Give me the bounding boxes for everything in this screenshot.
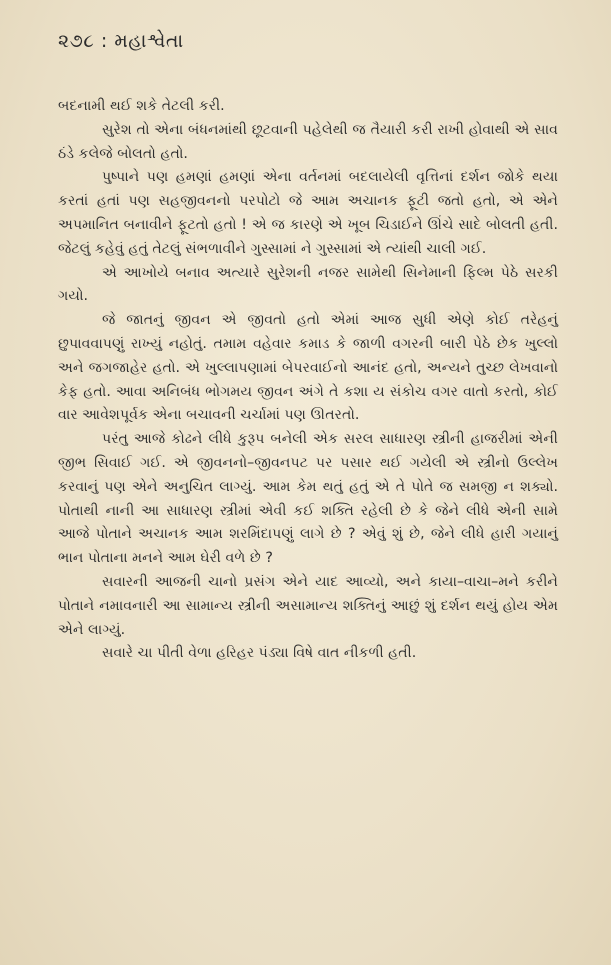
- paragraph-7: સવારની આજની ચાનો પ્રસંગ એને યાદ આવ્યો, અને કાયા–વાચા–મને કરીને પોતાને નમાવનારી આ સામાન્ય સ્ત્રીની અસામાન્ય શક્તિનું આછું શું દર્શન થયું હોય એમ એને લાગ્યું.: [58, 573, 558, 638]
- page-number: ૨૭૮: [58, 30, 95, 52]
- body-text: [58, 95, 558, 666]
- paragraph-5: જે જાતનું જીવન એ જીવતો હતો એમાં આજ સુધી એણે કોઈ તરેહનું છુપાવવાપણું રાખ્યું નહોતું. તમામ વહેવાર કમાડ કે જાળી વગરની બારી પેઠે છેક ખુલ્લો અને જગજાહેર હતો. એ ખુલ્લાપણામાં બેપરવાઈનો આનંદ હતો, અન્યને તુચ્છ લેખવાનો કેફ હતો. આવા અનિબંધ ભોગમય જીવન અંગે તે કશા ય સંકોચ વગર વાતો કરતો, કોઈ વાર આવેશપૂર્વક એના બચાવની ચર્ચામાં પણ ઊતરતો.: [58, 312, 558, 424]
- paragraph-3: પુષ્પાને પણ હમણાં હમણાં એના વર્તનમાં બદલાયેલી વૃત્તિનાં દર્શન જોકે થયા કરતાં હતાં પણ સહજીવનનો પરપોટો જે આમ અચાનક ફૂટી જતો હતો, એ એને અપમાનિત બનાવીને ફૂટતો હતો ! એ જ કારણે એ ખૂબ ચિડાઈને ઊંચે સાદે બોલતી હતી. જેટલું કહેવું હતું તેટલું સંભળાવીને ગુસ્સામાં ને ગુસ્સામાં એ ત્યાંથી ચાલી ગઈ.: [58, 169, 558, 257]
- paragraph-2: સુરેશ તો એના બંધનમાંથી છૂટવાની પહેલેથી જ તૈયારી કરી રાખી હોવાથી એ સાવ ઠંડે કલેજે બોલતો હતો.: [58, 121, 558, 162]
- paragraph-1: બદનામી થઈ શકે તેટલી કરી.: [58, 98, 225, 114]
- paragraph-4: એ આખોયે બનાવ અત્યારે સુરેશની નજર સામેથી સિનેમાની ફિલ્મ પેઠે સરકી ગયો.: [58, 264, 558, 305]
- book-title: મહાશ્વેતા: [114, 30, 184, 52]
- running-header: [58, 30, 184, 52]
- paragraph-6: પરંતુ આજે કોઢને લીધે કુરૂપ બનેલી એક સરલ સાધારણ સ્ત્રીની હાજરીમાં એની જીભ સિવાઈ ગઈ. એ જીવનનો–જીવનપટ પર પસાર થઈ ગયેલી એ સ્ત્રીનો ઉલ્લેખ કરવાનું પણ એને અનુચિત લાગ્યું. આમ કેમ થતું હતું એ તે પોતે જ સમજી ન શક્યો. પોતાથી નાની આ સાધારણ સ્ત્રીમાં એવી કઈ શક્તિ રહેલી છે કે જેને લીધે એની સામે આજે પોતાને અચાનક આમ શરમિંદાપણું લાગે છે ? એવું શું છે, જેને લીધે હારી ગયાનું ભાન પોતાના મનને આમ ઘેરી વળે છે ?: [58, 431, 558, 567]
- header-separator: :: [100, 30, 108, 52]
- paragraph-8: સવારે ચા પીતી વેળા હરિહર પંડ્યા વિષે વાત નીકળી હતી.: [102, 645, 417, 662]
